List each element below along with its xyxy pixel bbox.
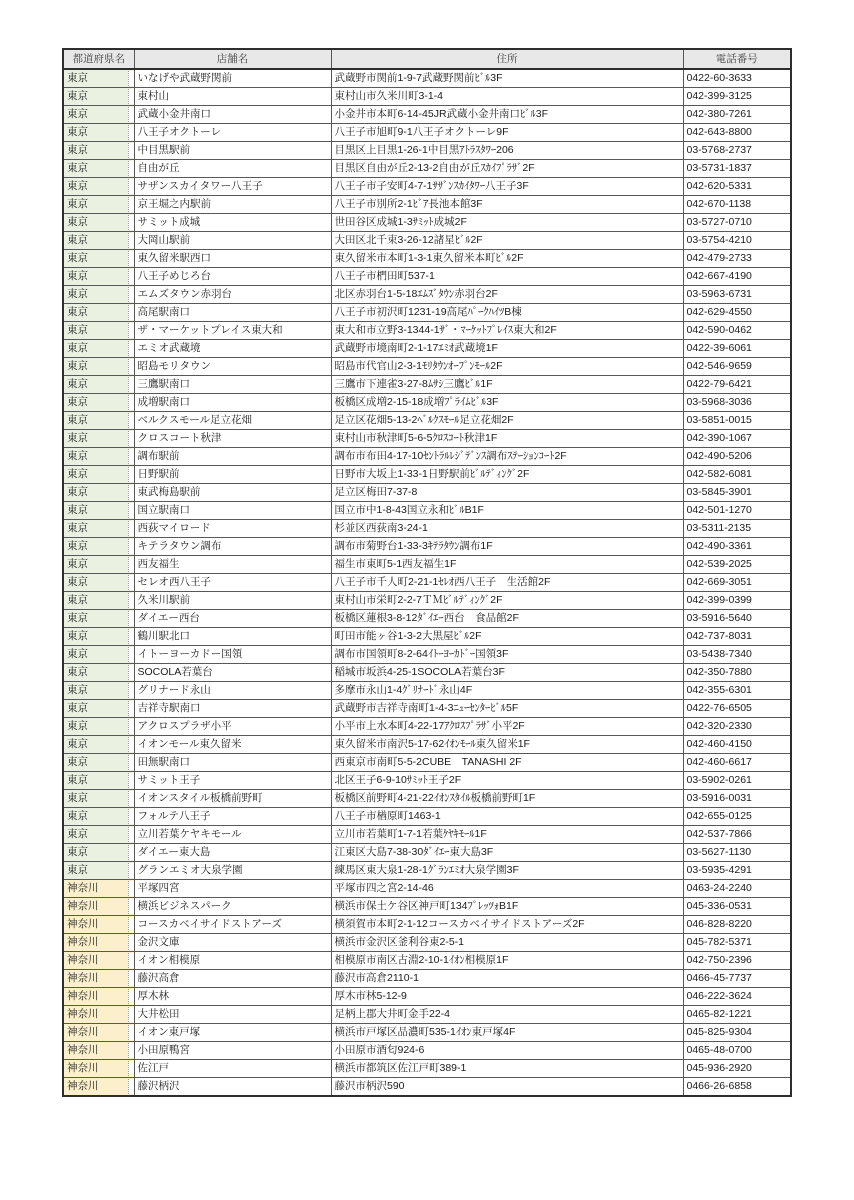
address-cell: 八王子市旭町9-1八王子オクトーレ9F <box>331 124 683 142</box>
phone-cell: 042-655-0125 <box>683 808 791 826</box>
table-row <box>63 844 791 862</box>
address-cell: 目黒区上目黒1-26-1中目黒ｱﾄﾗｽﾀﾜｰ206 <box>331 142 683 160</box>
address-cell: 目黒区自由が丘2-13-2自由が丘ｽｶｲﾌﾟﾗｻﾞ2F <box>331 160 683 178</box>
address-cell: 横浜市金沢区釜利谷東2-5-1 <box>331 934 683 952</box>
address-cell: 板橋区蓮根3-8-12ﾀﾞｲｴｰ西台 食品館2F <box>331 610 683 628</box>
prefecture-cell: 東京 <box>63 574 134 592</box>
store-name-cell: 東村山 <box>134 88 331 106</box>
address-cell: 東大和市立野3-1344-1ｻﾞ・ﾏｰｹｯﾄﾌﾟﾚｲｽ東大和2F <box>331 322 683 340</box>
table-row <box>63 430 791 448</box>
prefecture-cell: 東京 <box>63 286 134 304</box>
phone-cell: 042-399-3125 <box>683 88 791 106</box>
phone-cell: 03-5438-7340 <box>683 646 791 664</box>
table-row <box>63 718 791 736</box>
store-name-cell: セレオ西八王子 <box>134 574 331 592</box>
store-name-cell: 高尾駅南口 <box>134 304 331 322</box>
prefecture-cell: 神奈川 <box>63 916 134 934</box>
store-name-cell: 藤沢高倉 <box>134 970 331 988</box>
table-row <box>63 376 791 394</box>
prefecture-cell: 東京 <box>63 178 134 196</box>
header-prefecture: 都道府県名 <box>63 49 134 69</box>
address-cell: 横須賀市本町2-1-12コースカベイサイドストアーズ2F <box>331 916 683 934</box>
table-row <box>63 178 791 196</box>
table-row <box>63 250 791 268</box>
address-cell: 東村山市久米川町3-1-4 <box>331 88 683 106</box>
address-cell: 昭島市代官山2-3-1ﾓﾘﾀｳﾝｵｰﾌﾟﾝﾓｰﾙ2F <box>331 358 683 376</box>
table-row <box>63 1060 791 1078</box>
store-name-cell: グリナード永山 <box>134 682 331 700</box>
table-row <box>63 69 791 88</box>
table-row <box>63 160 791 178</box>
phone-cell: 042-629-4550 <box>683 304 791 322</box>
address-cell: 北区王子6-9-10ｻﾐｯﾄ王子2F <box>331 772 683 790</box>
table-row <box>63 736 791 754</box>
prefecture-cell: 東京 <box>63 268 134 286</box>
table-row <box>63 106 791 124</box>
prefecture-cell: 東京 <box>63 736 134 754</box>
store-name-cell: 自由が丘 <box>134 160 331 178</box>
store-name-cell: エミオ武蔵境 <box>134 340 331 358</box>
table-row <box>63 268 791 286</box>
address-cell: 足立区梅田7-37-8 <box>331 484 683 502</box>
store-name-cell: 中目黒駅前 <box>134 142 331 160</box>
prefecture-cell: 東京 <box>63 772 134 790</box>
prefecture-cell: 東京 <box>63 304 134 322</box>
prefecture-cell: 東京 <box>63 790 134 808</box>
table-row <box>63 340 791 358</box>
address-cell: 調布市国領町8-2-64ｲﾄｰﾖｰｶﾄﾞｰ国領3F <box>331 646 683 664</box>
store-name-cell: コースカベイサイドストアーズ <box>134 916 331 934</box>
prefecture-cell: 東京 <box>63 682 134 700</box>
address-cell: 八王子市楢原町1463-1 <box>331 808 683 826</box>
table-row <box>63 916 791 934</box>
table-row <box>63 934 791 952</box>
prefecture-cell: 東京 <box>63 844 134 862</box>
prefecture-cell: 東京 <box>63 556 134 574</box>
phone-cell: 03-5311-2135 <box>683 520 791 538</box>
prefecture-cell: 東京 <box>63 376 134 394</box>
phone-cell: 045-336-0531 <box>683 898 791 916</box>
phone-cell: 045-825-9304 <box>683 1024 791 1042</box>
prefecture-cell: 東京 <box>63 142 134 160</box>
store-name-cell: 東武梅島駅前 <box>134 484 331 502</box>
address-cell: 多摩市永山1-4ｸﾞﾘﾅｰﾄﾞ永山4F <box>331 682 683 700</box>
header-phone: 電話番号 <box>683 49 791 69</box>
phone-cell: 03-5935-4291 <box>683 862 791 880</box>
header-store-name: 店舗名 <box>134 49 331 69</box>
table-row <box>63 790 791 808</box>
address-cell: 八王子市子安町4-7-1ｻｻﾞﾝｽｶｲﾀﾜｰ八王子3F <box>331 178 683 196</box>
prefecture-cell: 神奈川 <box>63 898 134 916</box>
table-row <box>63 142 791 160</box>
address-cell: 大田区北千束3-26-12諸星ﾋﾞﾙ2F <box>331 232 683 250</box>
address-cell: 国立市中1-8-43国立永和ﾋﾞﾙB1F <box>331 502 683 520</box>
address-cell: 足立区花畑5-13-2ﾍﾞﾙｸｽﾓｰﾙ足立花畑2F <box>331 412 683 430</box>
phone-cell: 0422-76-6505 <box>683 700 791 718</box>
prefecture-cell: 東京 <box>63 826 134 844</box>
phone-cell: 042-667-4190 <box>683 268 791 286</box>
address-cell: 相模原市南区古淵2-10-1ｲｵﾝ相模原1F <box>331 952 683 970</box>
address-cell: 藤沢市柄沢590 <box>331 1078 683 1097</box>
address-cell: 板橋区成増2-15-18成増ﾌﾟﾗｲﾑﾋﾞﾙ3F <box>331 394 683 412</box>
store-name-cell: 国立駅南口 <box>134 502 331 520</box>
prefecture-cell: 東京 <box>63 430 134 448</box>
phone-cell: 03-5851-0015 <box>683 412 791 430</box>
prefecture-cell: 東京 <box>63 700 134 718</box>
address-cell: 町田市能ヶ谷1-3-2大黒屋ﾋﾞﾙ2F <box>331 628 683 646</box>
address-cell: 練馬区東大泉1-28-1ｸﾞﾗﾝｴﾐｵ大泉学園3F <box>331 862 683 880</box>
prefecture-cell: 神奈川 <box>63 988 134 1006</box>
address-cell: 小田原市酒匂924-6 <box>331 1042 683 1060</box>
store-name-cell: イオンモール東久留米 <box>134 736 331 754</box>
store-name-cell: サミット王子 <box>134 772 331 790</box>
store-name-cell: 京王堀之内駅前 <box>134 196 331 214</box>
phone-cell: 03-5968-3036 <box>683 394 791 412</box>
store-name-cell: 東久留米駅西口 <box>134 250 331 268</box>
table-row <box>63 448 791 466</box>
prefecture-cell: 東京 <box>63 592 134 610</box>
table-row <box>63 646 791 664</box>
store-name-cell: 藤沢柄沢 <box>134 1078 331 1097</box>
phone-cell: 03-5916-0031 <box>683 790 791 808</box>
table-row <box>63 538 791 556</box>
address-cell: 江東区大島7-38-30ﾀﾞｲｴｰ東大島3F <box>331 844 683 862</box>
table-row <box>63 196 791 214</box>
store-name-cell: いなげや武蔵野関前 <box>134 69 331 88</box>
table-row <box>63 88 791 106</box>
phone-cell: 0422-79-6421 <box>683 376 791 394</box>
header-row <box>63 49 791 69</box>
store-name-cell: 金沢文庫 <box>134 934 331 952</box>
table-row <box>63 304 791 322</box>
address-cell: 東久留米市本町1-3-1東久留米本町ﾋﾞﾙ2F <box>331 250 683 268</box>
table-row <box>63 412 791 430</box>
table-row <box>63 700 791 718</box>
phone-cell: 042-490-3361 <box>683 538 791 556</box>
phone-cell: 03-5902-0261 <box>683 772 791 790</box>
store-name-cell: ザ・マーケットプレイス東大和 <box>134 322 331 340</box>
address-cell: 小平市上水本町4-22-17ｱｸﾛｽﾌﾟﾗｻﾞ小平2F <box>331 718 683 736</box>
store-name-cell: 八王子オクトーレ <box>134 124 331 142</box>
prefecture-cell: 東京 <box>63 214 134 232</box>
table-row <box>63 1006 791 1024</box>
store-name-cell: 西荻マイロード <box>134 520 331 538</box>
prefecture-cell: 東京 <box>63 502 134 520</box>
table-row <box>63 754 791 772</box>
address-cell: 足柄上郡大井町金手22-4 <box>331 1006 683 1024</box>
address-cell: 厚木市林5-12-9 <box>331 988 683 1006</box>
address-cell: 三鷹市下連雀3-27-8ﾑｻｼ三鷹ﾋﾞﾙ1F <box>331 376 683 394</box>
table-row <box>63 232 791 250</box>
store-name-cell: キテラタウン調布 <box>134 538 331 556</box>
store-name-cell: イオン相模原 <box>134 952 331 970</box>
address-cell: 稲城市坂浜4-25-1SOCOLA若葉台3F <box>331 664 683 682</box>
address-cell: 日野市大坂上1-33-1日野駅前ﾋﾞﾙﾃﾞｨﾝｸﾞ2F <box>331 466 683 484</box>
store-name-cell: イトーヨーカドー国領 <box>134 646 331 664</box>
prefecture-cell: 東京 <box>63 196 134 214</box>
address-cell: 八王子市別所2-1ﾋﾞｱ長池本館3F <box>331 196 683 214</box>
phone-cell: 03-5916-5640 <box>683 610 791 628</box>
table-row <box>63 952 791 970</box>
prefecture-cell: 東京 <box>63 394 134 412</box>
phone-cell: 046-828-8220 <box>683 916 791 934</box>
table-row <box>63 880 791 898</box>
address-cell: 立川市若葉町1-7-1若葉ｹﾔｷﾓｰﾙ1F <box>331 826 683 844</box>
store-name-cell: 大井松田 <box>134 1006 331 1024</box>
phone-cell: 045-936-2920 <box>683 1060 791 1078</box>
phone-cell: 045-782-5371 <box>683 934 791 952</box>
table-row <box>63 574 791 592</box>
table-row <box>63 286 791 304</box>
address-cell: 武蔵野市関前1-9-7武蔵野関前ﾋﾞﾙ3F <box>331 69 683 88</box>
store-name-cell: 佐江戸 <box>134 1060 331 1078</box>
header-address: 住所 <box>331 49 683 69</box>
table-row <box>63 1042 791 1060</box>
store-name-cell: ダイエー東大島 <box>134 844 331 862</box>
table-row <box>63 898 791 916</box>
phone-cell: 042-620-5331 <box>683 178 791 196</box>
address-cell: 福生市東町5-1西友福生1F <box>331 556 683 574</box>
prefecture-cell: 神奈川 <box>63 1024 134 1042</box>
phone-cell: 042-320-2330 <box>683 718 791 736</box>
table-row <box>63 862 791 880</box>
prefecture-cell: 東京 <box>63 538 134 556</box>
prefecture-cell: 神奈川 <box>63 970 134 988</box>
store-name-cell: 平塚四宮 <box>134 880 331 898</box>
phone-cell: 042-669-3051 <box>683 574 791 592</box>
store-name-cell: イオンスタイル板橋前野町 <box>134 790 331 808</box>
phone-cell: 03-5731-1837 <box>683 160 791 178</box>
phone-cell: 042-750-2396 <box>683 952 791 970</box>
phone-cell: 042-380-7261 <box>683 106 791 124</box>
phone-cell: 042-479-2733 <box>683 250 791 268</box>
address-cell: 東村山市栄町2-2-7ＴＭﾋﾞﾙﾃﾞｨﾝｸﾞ2F <box>331 592 683 610</box>
address-cell: 武蔵野市境南町2-1-17ｴﾐｵ武蔵境1F <box>331 340 683 358</box>
phone-cell: 042-539-2025 <box>683 556 791 574</box>
store-name-cell: 八王子めじろ台 <box>134 268 331 286</box>
prefecture-cell: 東京 <box>63 754 134 772</box>
table-row <box>63 682 791 700</box>
store-name-cell: ダイエー西台 <box>134 610 331 628</box>
address-cell: 横浜市保土ケ谷区神戸町134ﾌﾟﾚｯﾂｫB1F <box>331 898 683 916</box>
prefecture-cell: 東京 <box>63 466 134 484</box>
table-row <box>63 808 791 826</box>
table-row <box>63 772 791 790</box>
address-cell: 武蔵野市吉祥寺南町1-4-3ﾆｭｰｾﾝﾀｰﾋﾞﾙ5F <box>331 700 683 718</box>
prefecture-cell: 東京 <box>63 718 134 736</box>
prefecture-cell: 神奈川 <box>63 1078 134 1097</box>
prefecture-cell: 神奈川 <box>63 934 134 952</box>
table-row <box>63 664 791 682</box>
prefecture-cell: 東京 <box>63 88 134 106</box>
address-cell: 横浜市都筑区佐江戸町389-1 <box>331 1060 683 1078</box>
table-row <box>63 970 791 988</box>
address-cell: 調布市菊野台1-33-3ｷﾃﾗﾀｳﾝ調布1F <box>331 538 683 556</box>
prefecture-cell: 東京 <box>63 448 134 466</box>
table-row <box>63 826 791 844</box>
address-cell: 東村山市秋津町5-6-5ｸﾛｽｺｰﾄ秋津1F <box>331 430 683 448</box>
store-name-cell: 立川若葉ケヤキモール <box>134 826 331 844</box>
prefecture-cell: 東京 <box>63 340 134 358</box>
prefecture-cell: 神奈川 <box>63 1042 134 1060</box>
table-row <box>63 1078 791 1097</box>
store-list-table <box>62 48 792 1097</box>
table-row <box>63 502 791 520</box>
table-row <box>63 520 791 538</box>
address-cell: 八王子市初沢町1231-19高尾ﾊﾟｰｸﾊｲﾂB棟 <box>331 304 683 322</box>
store-name-cell: 横浜ビジネスパーク <box>134 898 331 916</box>
phone-cell: 042-501-1270 <box>683 502 791 520</box>
phone-cell: 042-737-8031 <box>683 628 791 646</box>
table-row <box>63 484 791 502</box>
table-row <box>63 988 791 1006</box>
store-name-cell: 日野駅前 <box>134 466 331 484</box>
store-name-cell: 小田原鴨宮 <box>134 1042 331 1060</box>
prefecture-cell: 神奈川 <box>63 880 134 898</box>
phone-cell: 042-590-0462 <box>683 322 791 340</box>
phone-cell: 042-537-7866 <box>683 826 791 844</box>
phone-cell: 03-5768-2737 <box>683 142 791 160</box>
phone-cell: 042-350-7880 <box>683 664 791 682</box>
address-cell: 横浜市戸塚区品濃町535-1ｲｵﾝ東戸塚4F <box>331 1024 683 1042</box>
store-name-cell: グランエミオ大泉学園 <box>134 862 331 880</box>
store-name-cell: フォルテ八王子 <box>134 808 331 826</box>
phone-cell: 03-5845-3901 <box>683 484 791 502</box>
phone-cell: 042-490-5206 <box>683 448 791 466</box>
store-name-cell: エムズタウン赤羽台 <box>134 286 331 304</box>
phone-cell: 042-460-6617 <box>683 754 791 772</box>
address-cell: 世田谷区成城1-3ｻﾐｯﾄ成城2F <box>331 214 683 232</box>
store-name-cell: サミット成城 <box>134 214 331 232</box>
store-name-cell: イオン東戸塚 <box>134 1024 331 1042</box>
address-cell: 平塚市四之宮2-14-46 <box>331 880 683 898</box>
prefecture-cell: 東京 <box>63 160 134 178</box>
address-cell: 小金井市本町6-14-45JR武蔵小金井南口ﾋﾞﾙ3F <box>331 106 683 124</box>
phone-cell: 042-460-4150 <box>683 736 791 754</box>
phone-cell: 042-670-1138 <box>683 196 791 214</box>
address-cell: 八王子市椚田町537-1 <box>331 268 683 286</box>
prefecture-cell: 東京 <box>63 69 134 88</box>
store-name-cell: SOCOLA若葉台 <box>134 664 331 682</box>
phone-cell: 046-222-3624 <box>683 988 791 1006</box>
phone-cell: 0422-39-6061 <box>683 340 791 358</box>
phone-cell: 0422-60-3633 <box>683 69 791 88</box>
store-name-cell: 厚木林 <box>134 988 331 1006</box>
table-row <box>63 610 791 628</box>
prefecture-cell: 東京 <box>63 808 134 826</box>
phone-cell: 0463-24-2240 <box>683 880 791 898</box>
phone-cell: 03-5963-6731 <box>683 286 791 304</box>
prefecture-cell: 東京 <box>63 520 134 538</box>
store-name-cell: アクロスプラザ小平 <box>134 718 331 736</box>
prefecture-cell: 神奈川 <box>63 1006 134 1024</box>
table-row <box>63 322 791 340</box>
prefecture-cell: 東京 <box>63 124 134 142</box>
prefecture-cell: 東京 <box>63 646 134 664</box>
address-cell: 北区赤羽台1-5-18ｴﾑｽﾞﾀｳﾝ赤羽台2F <box>331 286 683 304</box>
phone-cell: 0465-82-1221 <box>683 1006 791 1024</box>
store-name-cell: クロスコート秋津 <box>134 430 331 448</box>
store-name-cell: 久米川駅前 <box>134 592 331 610</box>
prefecture-cell: 東京 <box>63 232 134 250</box>
address-cell: 杉並区西荻南3-24-1 <box>331 520 683 538</box>
prefecture-cell: 東京 <box>63 412 134 430</box>
table-row <box>63 1024 791 1042</box>
phone-cell: 0465-48-0700 <box>683 1042 791 1060</box>
prefecture-cell: 神奈川 <box>63 1060 134 1078</box>
phone-cell: 042-355-6301 <box>683 682 791 700</box>
table-row <box>63 556 791 574</box>
table-row <box>63 358 791 376</box>
address-cell: 西東京市南町5-5-2CUBE TANASHI 2F <box>331 754 683 772</box>
store-name-cell: 調布駅前 <box>134 448 331 466</box>
address-cell: 八王子市千人町2-21-1ｾﾚｵ西八王子 生活館2F <box>331 574 683 592</box>
prefecture-cell: 東京 <box>63 250 134 268</box>
table-row <box>63 628 791 646</box>
prefecture-cell: 東京 <box>63 862 134 880</box>
table-row <box>63 466 791 484</box>
store-name-cell: 大岡山駅前 <box>134 232 331 250</box>
table-row <box>63 124 791 142</box>
address-cell: 藤沢市高倉2110-1 <box>331 970 683 988</box>
phone-cell: 042-390-1067 <box>683 430 791 448</box>
prefecture-cell: 神奈川 <box>63 952 134 970</box>
store-name-cell: サザンスカイタワー八王子 <box>134 178 331 196</box>
phone-cell: 042-399-0399 <box>683 592 791 610</box>
prefecture-cell: 東京 <box>63 628 134 646</box>
table-row <box>63 394 791 412</box>
store-name-cell: 西友福生 <box>134 556 331 574</box>
prefecture-cell: 東京 <box>63 610 134 628</box>
table-row <box>63 214 791 232</box>
store-name-cell: 武蔵小金井南口 <box>134 106 331 124</box>
store-name-cell: 鶴川駅北口 <box>134 628 331 646</box>
phone-cell: 042-546-9659 <box>683 358 791 376</box>
address-cell: 調布市布田4-17-10ｾﾝﾄﾗﾙﾚｼﾞﾃﾞﾝｽ調布ｽﾃｰｼｮﾝｺｰﾄ2F <box>331 448 683 466</box>
store-name-cell: 成増駅南口 <box>134 394 331 412</box>
table-row <box>63 592 791 610</box>
phone-cell: 03-5727-0710 <box>683 214 791 232</box>
prefecture-cell: 東京 <box>63 322 134 340</box>
store-name-cell: 田無駅南口 <box>134 754 331 772</box>
prefecture-cell: 東京 <box>63 664 134 682</box>
prefecture-cell: 東京 <box>63 106 134 124</box>
phone-cell: 0466-45-7737 <box>683 970 791 988</box>
table-body <box>63 69 791 1096</box>
phone-cell: 03-5627-1130 <box>683 844 791 862</box>
store-name-cell: 昭島モリタウン <box>134 358 331 376</box>
phone-cell: 042-643-8800 <box>683 124 791 142</box>
store-name-cell: 三鷹駅南口 <box>134 376 331 394</box>
prefecture-cell: 東京 <box>63 484 134 502</box>
phone-cell: 042-582-6081 <box>683 466 791 484</box>
address-cell: 東久留米市南沢5-17-62ｲｵﾝﾓｰﾙ東久留米1F <box>331 736 683 754</box>
store-name-cell: 吉祥寺駅南口 <box>134 700 331 718</box>
phone-cell: 0466-26-6858 <box>683 1078 791 1097</box>
phone-cell: 03-5754-4210 <box>683 232 791 250</box>
prefecture-cell: 東京 <box>63 358 134 376</box>
store-name-cell: ベルクスモール足立花畑 <box>134 412 331 430</box>
address-cell: 板橋区前野町4-21-22ｲｵﾝｽﾀｲﾙ板橋前野町1F <box>331 790 683 808</box>
